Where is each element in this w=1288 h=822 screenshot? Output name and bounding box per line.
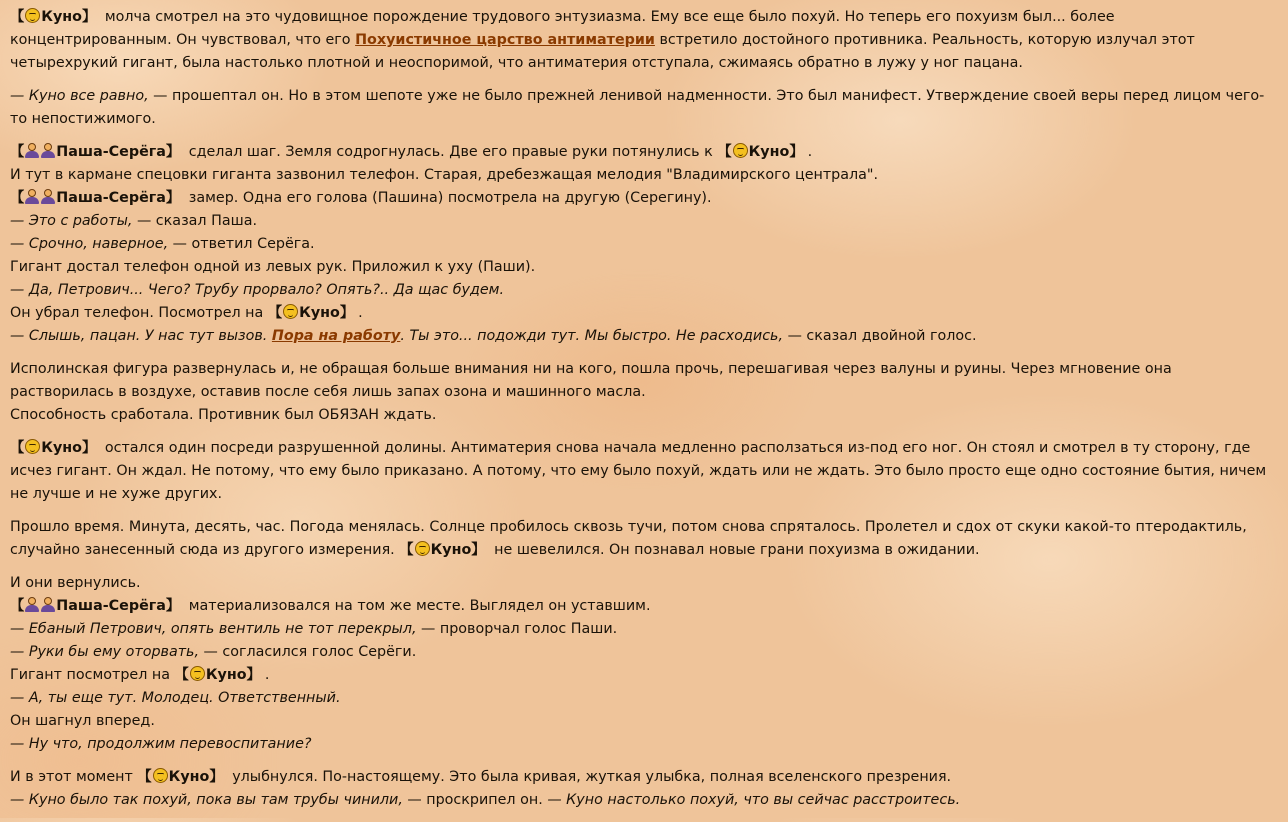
person-icon bbox=[25, 189, 39, 204]
paragraph-text: молча смотрел на это чудовищное порождение трудового энтузиазма. Ему все еще было похуй. Но теперь его похуизм был... более концентрированным. Он чувствовал, что его bbox=[10, 9, 1115, 48]
paragraph-text: встретило достойного противника. Реальность, которую излучал этот четырехрукий гигант, была настолько плотной и неоспоримой, что антиматерия отступала, сжимаясь обратно в лужу у ног пацана. bbox=[10, 32, 1195, 71]
text-line: 【 Паша-Серёга】 замер. Одна его голова (Пашина) посмотрела на другую (Серегину). bbox=[10, 190, 712, 206]
text-line: И тут в кармане спецовки гиганта зазвонил телефон. Старая, дребезжащая мелодия "Владимирского централа". bbox=[10, 167, 879, 183]
text-line: Гигант посмотрел на 【 Куно】 . bbox=[10, 667, 270, 683]
character-tag-kuno: 【 Куно】 bbox=[137, 769, 224, 785]
paragraph bbox=[10, 6, 1278, 75]
text-line: — Куно было так похуй, пока вы там трубы чинили, — проскрипел он. — Куно настолько похуй, что вы сейчас расстроитесь. bbox=[10, 792, 961, 808]
text-line: И они вернулись. bbox=[10, 575, 141, 591]
paragraph-text: не шевелился. Он познавал новые грани похуизма в ожидании. bbox=[494, 542, 980, 558]
angry-face-icon bbox=[153, 768, 168, 783]
text-line: Гигант достал телефон одной из левых рук. Приложил к уху (Паши). bbox=[10, 259, 536, 275]
angry-face-icon bbox=[190, 666, 205, 681]
paragraph bbox=[10, 766, 1278, 812]
person-icon bbox=[25, 143, 39, 158]
paragraph bbox=[10, 85, 1278, 131]
person-icon bbox=[41, 189, 55, 204]
paragraph-text: остался один посреди разрушенной долины. Антиматерия снова начала медленно расползаться из-под его ног. Он стоял и смотрел в ту сторону, где исчез гигант. Он ждал. Не потому, что ему было приказано. А потому, что ему было похуй, ждать или не ждать. Это было просто еще одно состояние бытия, ничем не лучше и не хуже других. bbox=[10, 440, 1267, 502]
character-tag-pasha-serega: 【 Паша-Серёга】 bbox=[10, 190, 181, 206]
angry-face-icon bbox=[733, 143, 748, 158]
text-line: — Ну что, продолжим перевоспитание? bbox=[10, 736, 312, 752]
text-line: — Ебаный Петрович, опять вентиль не тот перекрыл, — проворчал голос Паши. bbox=[10, 621, 618, 637]
character-tag-kuno: 【 Куно】 bbox=[267, 305, 355, 321]
character-tag-pasha-serega: 【 Паша-Серёга】 bbox=[10, 598, 181, 614]
dialogue-italic: — Куно все равно, bbox=[10, 88, 149, 104]
paragraph bbox=[10, 437, 1278, 506]
text-line: — Да, Петрович... Чего? Трубу прорвало? Опять?.. Да щас будем. bbox=[10, 282, 505, 298]
story-text bbox=[10, 6, 1278, 822]
text-line: 【 Паша-Серёга】 сделал шаг. Земля содрогнулась. Две его правые руки потянулись к 【 Куно】 . bbox=[10, 144, 813, 160]
angry-face-icon bbox=[25, 439, 40, 454]
person-icon bbox=[25, 597, 39, 612]
ability-link[interactable]: Пора на работу bbox=[271, 328, 401, 344]
character-tag-kuno: 【 Куно】 bbox=[10, 9, 97, 25]
paragraph bbox=[10, 141, 1278, 348]
character-tag-kuno: 【 Куно】 bbox=[10, 440, 97, 456]
text-line: — Срочно, наверное, — ответил Серёга. bbox=[10, 236, 315, 252]
paragraph bbox=[10, 572, 1278, 756]
text-line: — Руки бы ему оторвать, — согласился голос Серёги. bbox=[10, 644, 417, 660]
angry-face-icon bbox=[283, 304, 298, 319]
text-line: И в этот момент 【 Куно】 улыбнулся. По-настоящему. Это была кривая, жуткая улыбка, полная вселенского презрения. bbox=[10, 769, 952, 785]
character-tag-kuno: 【 Куно】 bbox=[717, 144, 804, 160]
text-line: Исполинская фигура развернулась и, не обращая больше внимания ни на кого, пошла прочь, перешагивая через валуны и руины. Через мгновение она растворилась в воздухе, оставив после себя лишь запах озона и машинного масла. bbox=[10, 361, 1172, 400]
text-line: Он шагнул вперед. bbox=[10, 713, 155, 729]
text-line: 【 Паша-Серёга】 материализовался на том же месте. Выглядел он уставшим. bbox=[10, 598, 651, 614]
paragraph bbox=[10, 516, 1278, 562]
text-line: Он убрал телефон. Посмотрел на 【 Куно】 . bbox=[10, 305, 363, 321]
text-line: — А, ты еще тут. Молодец. Ответственный. bbox=[10, 690, 341, 706]
text-line: Способность сработала. Противник был ОБЯЗАН ждать. bbox=[10, 407, 437, 423]
paragraph bbox=[10, 358, 1278, 427]
angry-face-icon bbox=[415, 541, 430, 556]
person-icon bbox=[41, 597, 55, 612]
character-tag-kuno: 【 Куно】 bbox=[174, 667, 261, 683]
text-line: — Слышь, пацан. У нас тут вызов. Пора на работу. Ты это... подожди тут. Мы быстро. Не расходись, — сказал двойной голос. bbox=[10, 328, 977, 344]
paragraph-text: Прошло время. Минута, десять, час. Погода менялась. Солнце пробилось сквозь тучи, потом снова спряталось. Пролетел и сдох от скуки какой-то птеродактиль, случайно занесенный сюда из другого измерения. bbox=[10, 519, 1247, 558]
paragraph-text: — прошептал он. Но в этом шепоте уже не было прежней ленивой надменности. Это был манифест. Утверждение своей веры перед лицом чего-то непостижимого. bbox=[10, 88, 1265, 127]
angry-face-icon bbox=[25, 8, 40, 23]
character-tag-pasha-serega: 【 Паша-Серёга】 bbox=[10, 144, 181, 160]
character-tag-kuno: 【 Куно】 bbox=[399, 542, 486, 558]
person-icon bbox=[41, 143, 55, 158]
text-line: — Это с работы, — сказал Паша. bbox=[10, 213, 258, 229]
ability-link[interactable]: Похуистичное царство антиматерии bbox=[355, 32, 655, 48]
